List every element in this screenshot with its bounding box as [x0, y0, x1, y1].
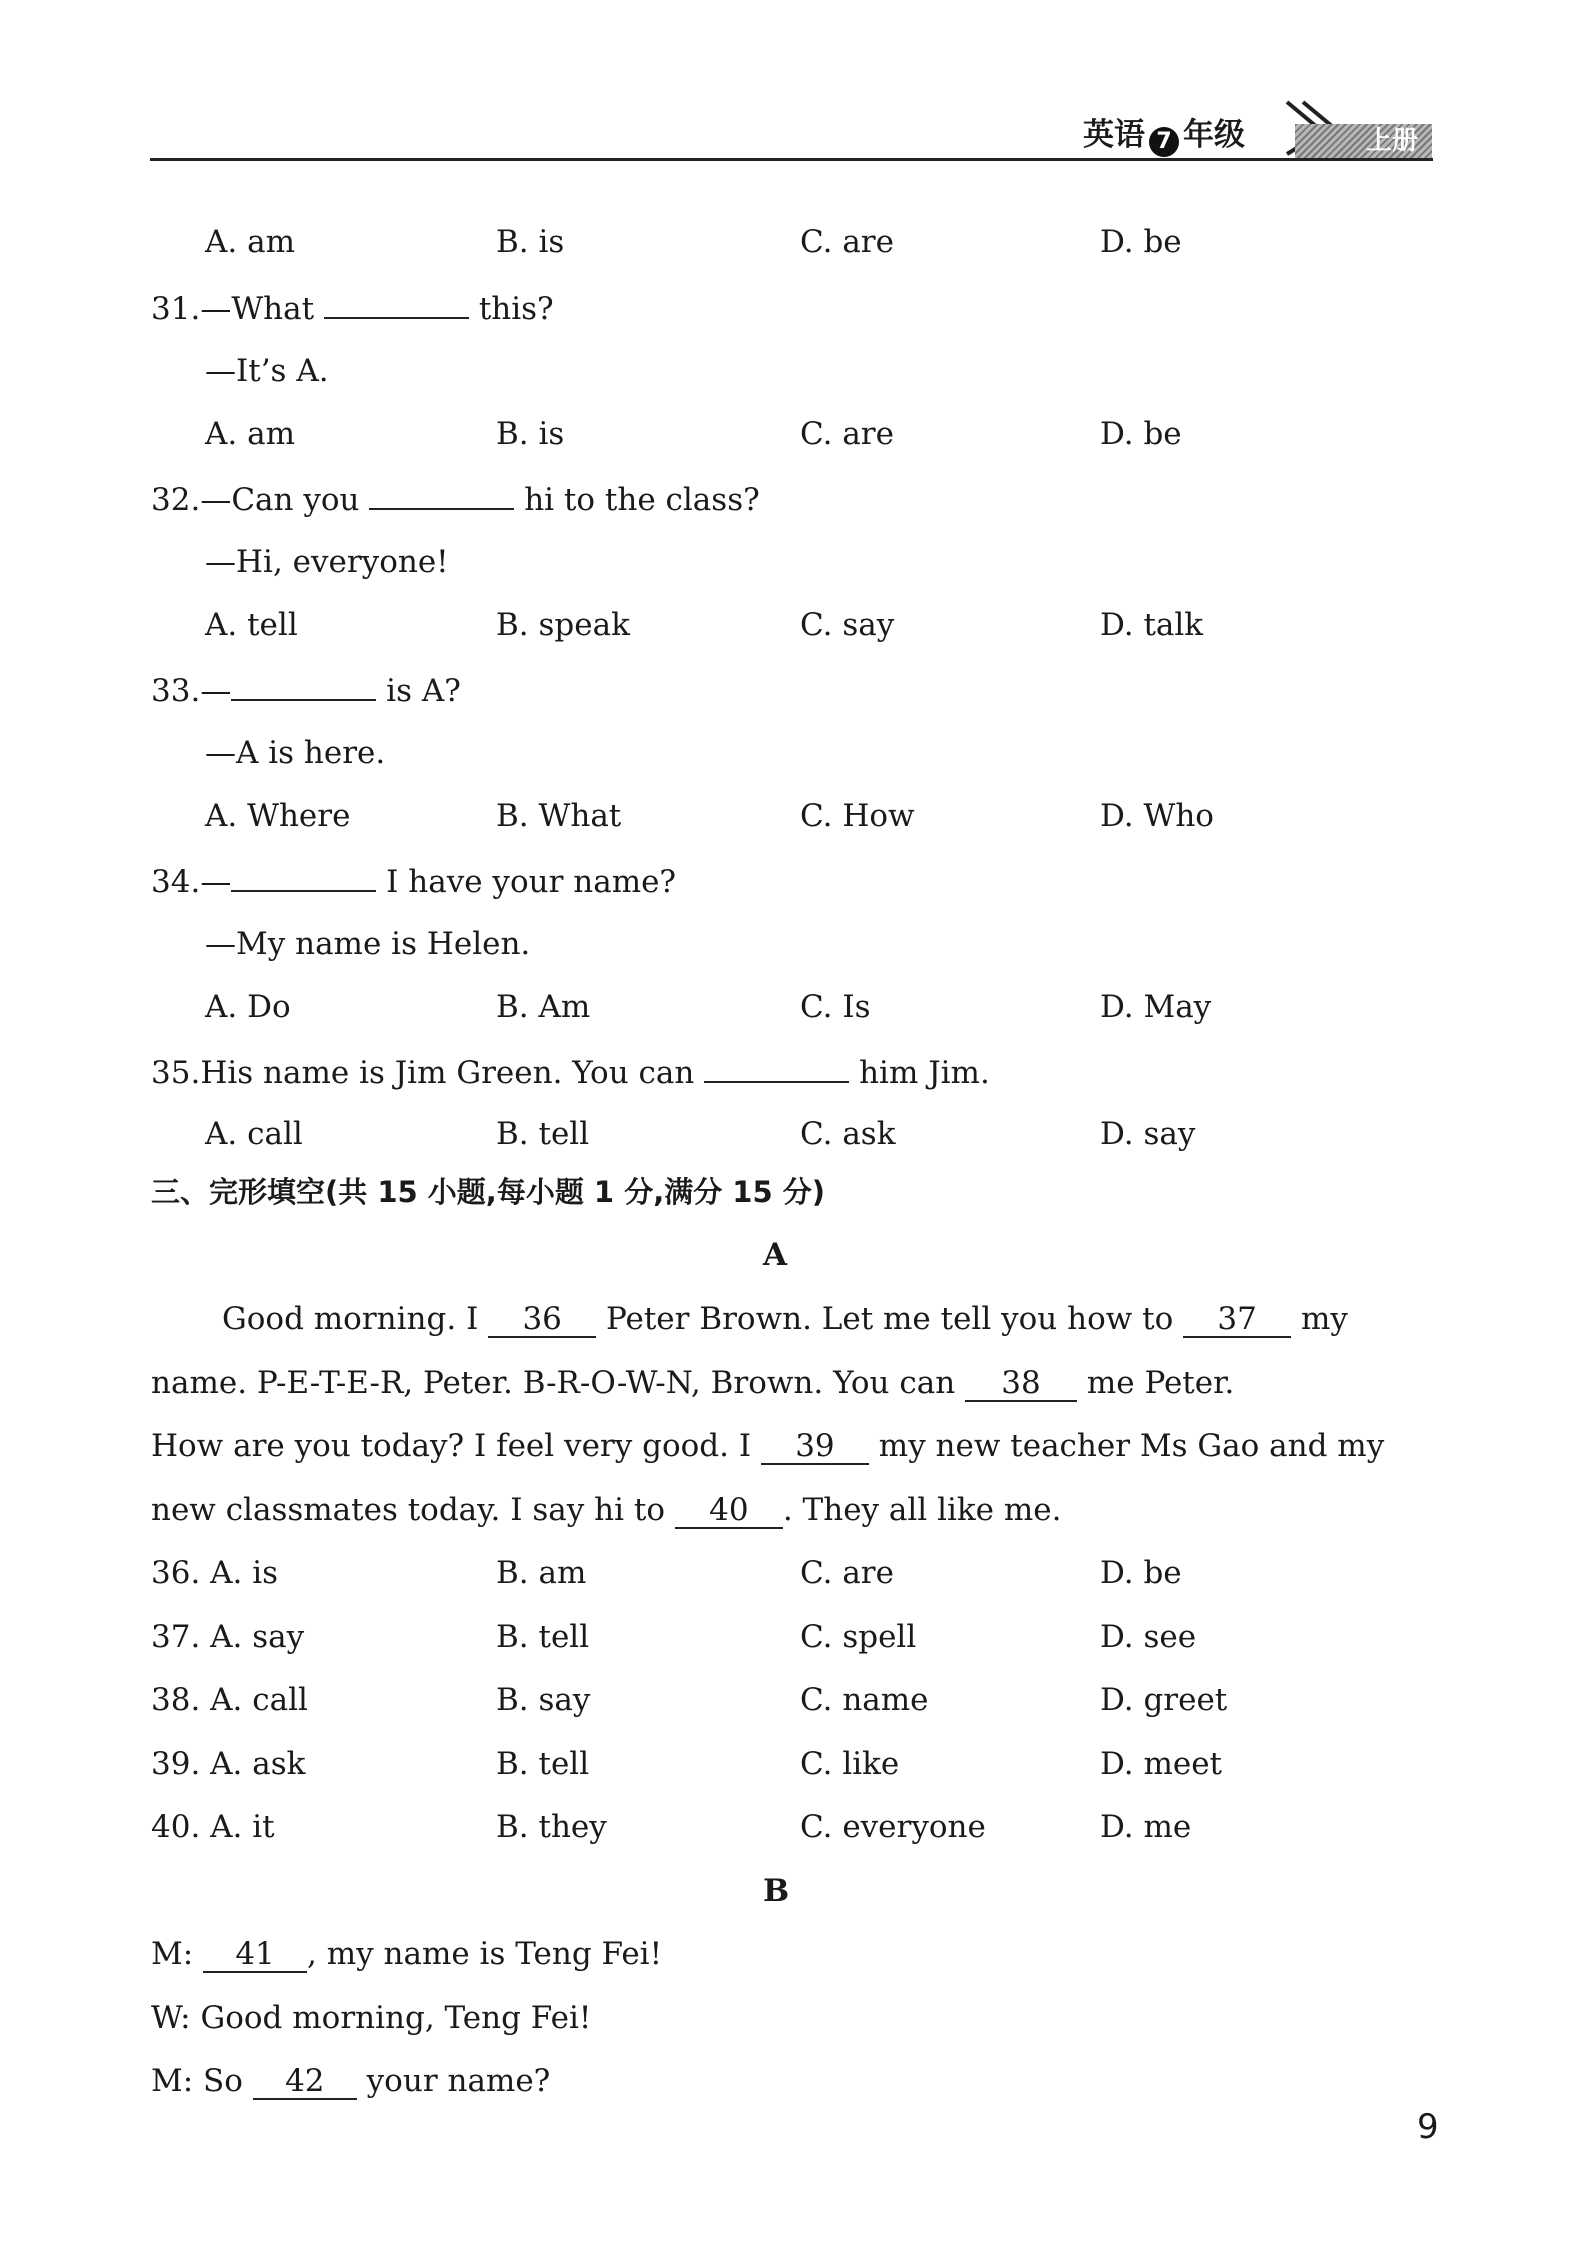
q34-option-d: D. May: [1100, 989, 1212, 1025]
q33-reply: —A is here.: [205, 735, 386, 771]
header-grade-suffix: 年级: [1183, 117, 1245, 153]
cloze-38-option-b: B. say: [496, 1682, 591, 1718]
volume-label: 上册: [1365, 126, 1418, 156]
q32-option-b: B. speak: [496, 607, 630, 643]
grade-badge: 7: [1149, 127, 1179, 157]
cloze-37-option-d: D. see: [1100, 1619, 1197, 1655]
q35-option-b: B. tell: [496, 1116, 590, 1152]
cloze-40-option-c: C. everyone: [800, 1809, 986, 1845]
passage-a-line-3: How are you today? I feel very good. I 39 my new teacher Ms Gao and my: [151, 1428, 1385, 1464]
cloze-39-option-b: B. tell: [496, 1746, 590, 1782]
answer-blank[interactable]: 37: [1183, 1302, 1291, 1338]
q30-option-c: C. are: [800, 224, 894, 260]
passage-a-line-2: name. P-E-T-E-R, Peter. B-R-O-W-N, Brown. You can 38 me Peter.: [151, 1365, 1235, 1401]
cloze-40-option-a: 40. A. it: [151, 1809, 275, 1845]
q32-option-c: C. say: [800, 607, 895, 643]
q35-option-a: A. call: [205, 1116, 303, 1152]
dialogue-line-3: M: So 42 your name?: [151, 2063, 551, 2099]
header-subject-grade: [1083, 118, 1245, 157]
q31-option-b: B. is: [496, 416, 565, 452]
cloze-37-option-a: 37. A. say: [151, 1619, 305, 1655]
q34-option-c: C. Is: [800, 989, 871, 1025]
cloze-39-option-c: C. like: [800, 1746, 900, 1782]
q34-option-b: B. Am: [496, 989, 591, 1025]
q32-option-a: A. tell: [205, 607, 298, 643]
answer-blank[interactable]: [231, 669, 376, 701]
cloze-37-option-b: B. tell: [496, 1619, 590, 1655]
q33-option-d: D. Who: [1100, 798, 1214, 834]
section-title: 三、完形填空(共 15 小题,每小题 1 分,满分 15 分): [151, 1175, 826, 1209]
cloze-37-option-c: C. spell: [800, 1619, 917, 1655]
answer-blank[interactable]: 40: [675, 1493, 783, 1529]
cloze-39-option-d: D. meet: [1100, 1746, 1223, 1782]
q32-reply: —Hi, everyone!: [205, 544, 449, 580]
q35-option-c: C. ask: [800, 1116, 896, 1152]
question-34: 34.— I have your name?: [151, 860, 676, 902]
answer-blank[interactable]: 42: [253, 2064, 357, 2100]
q30-option-b: B. is: [496, 224, 565, 260]
answer-blank[interactable]: [369, 478, 514, 510]
answer-blank[interactable]: [324, 287, 469, 319]
question-35: 35.His name is Jim Green. You can him Jim.: [151, 1051, 990, 1093]
cloze-36-option-d: D. be: [1100, 1555, 1182, 1591]
answer-blank[interactable]: 39: [761, 1429, 869, 1465]
dialogue-line-1: M: 41 , my name is Teng Fei!: [151, 1936, 663, 1972]
q34-reply: —My name is Helen.: [205, 926, 531, 962]
q35-option-d: D. say: [1100, 1116, 1196, 1152]
volume-tab: [1295, 124, 1432, 158]
question-33: 33.— is A?: [151, 669, 461, 711]
cloze-38-option-c: C. name: [800, 1682, 929, 1718]
cloze-36-option-c: C. are: [800, 1555, 894, 1591]
q31-option-a: A. am: [205, 416, 295, 452]
q30-option-d: D. be: [1100, 224, 1182, 260]
q33-option-a: A. Where: [205, 798, 351, 834]
q31-option-d: D. be: [1100, 416, 1182, 452]
cloze-40-option-b: B. they: [496, 1809, 607, 1845]
answer-blank[interactable]: [231, 860, 376, 892]
q34-option-a: A. Do: [205, 989, 291, 1025]
question-32: 32.—Can you hi to the class?: [151, 478, 760, 520]
passage-a-line-1: Good morning. I 36 Peter Brown. Let me tell you how to 37 my: [222, 1301, 1348, 1337]
passage-a-label: A: [763, 1237, 788, 1273]
cloze-36-option-a: 36. A. is: [151, 1555, 279, 1591]
header-rule: [150, 158, 1433, 161]
passage-a-line-4: new classmates today. I say hi to 40 . They all like me.: [151, 1492, 1062, 1528]
q31-reply: —It’s A.: [205, 353, 329, 389]
page-number: 9: [1417, 2107, 1439, 2147]
cloze-38-option-d: D. greet: [1100, 1682, 1228, 1718]
q31-option-c: C. are: [800, 416, 894, 452]
cloze-40-option-d: D. me: [1100, 1809, 1192, 1845]
header-subject: 英语: [1083, 117, 1145, 153]
q33-option-b: B. What: [496, 798, 622, 834]
answer-blank[interactable]: 41: [203, 1937, 307, 1973]
passage-b-label: B: [763, 1873, 790, 1909]
question-31: 31.—What this?: [151, 287, 554, 329]
answer-blank[interactable]: [704, 1051, 849, 1083]
answer-blank[interactable]: 38: [965, 1366, 1077, 1402]
q32-option-d: D. talk: [1100, 607, 1204, 643]
answer-blank[interactable]: 36: [488, 1302, 596, 1338]
cloze-39-option-a: 39. A. ask: [151, 1746, 306, 1782]
cloze-36-option-b: B. am: [496, 1555, 587, 1591]
cloze-38-option-a: 38. A. call: [151, 1682, 308, 1718]
q30-option-a: A. am: [205, 224, 295, 260]
q33-option-c: C. How: [800, 798, 915, 834]
dialogue-line-2: W: Good morning, Teng Fei!: [151, 2000, 592, 2036]
